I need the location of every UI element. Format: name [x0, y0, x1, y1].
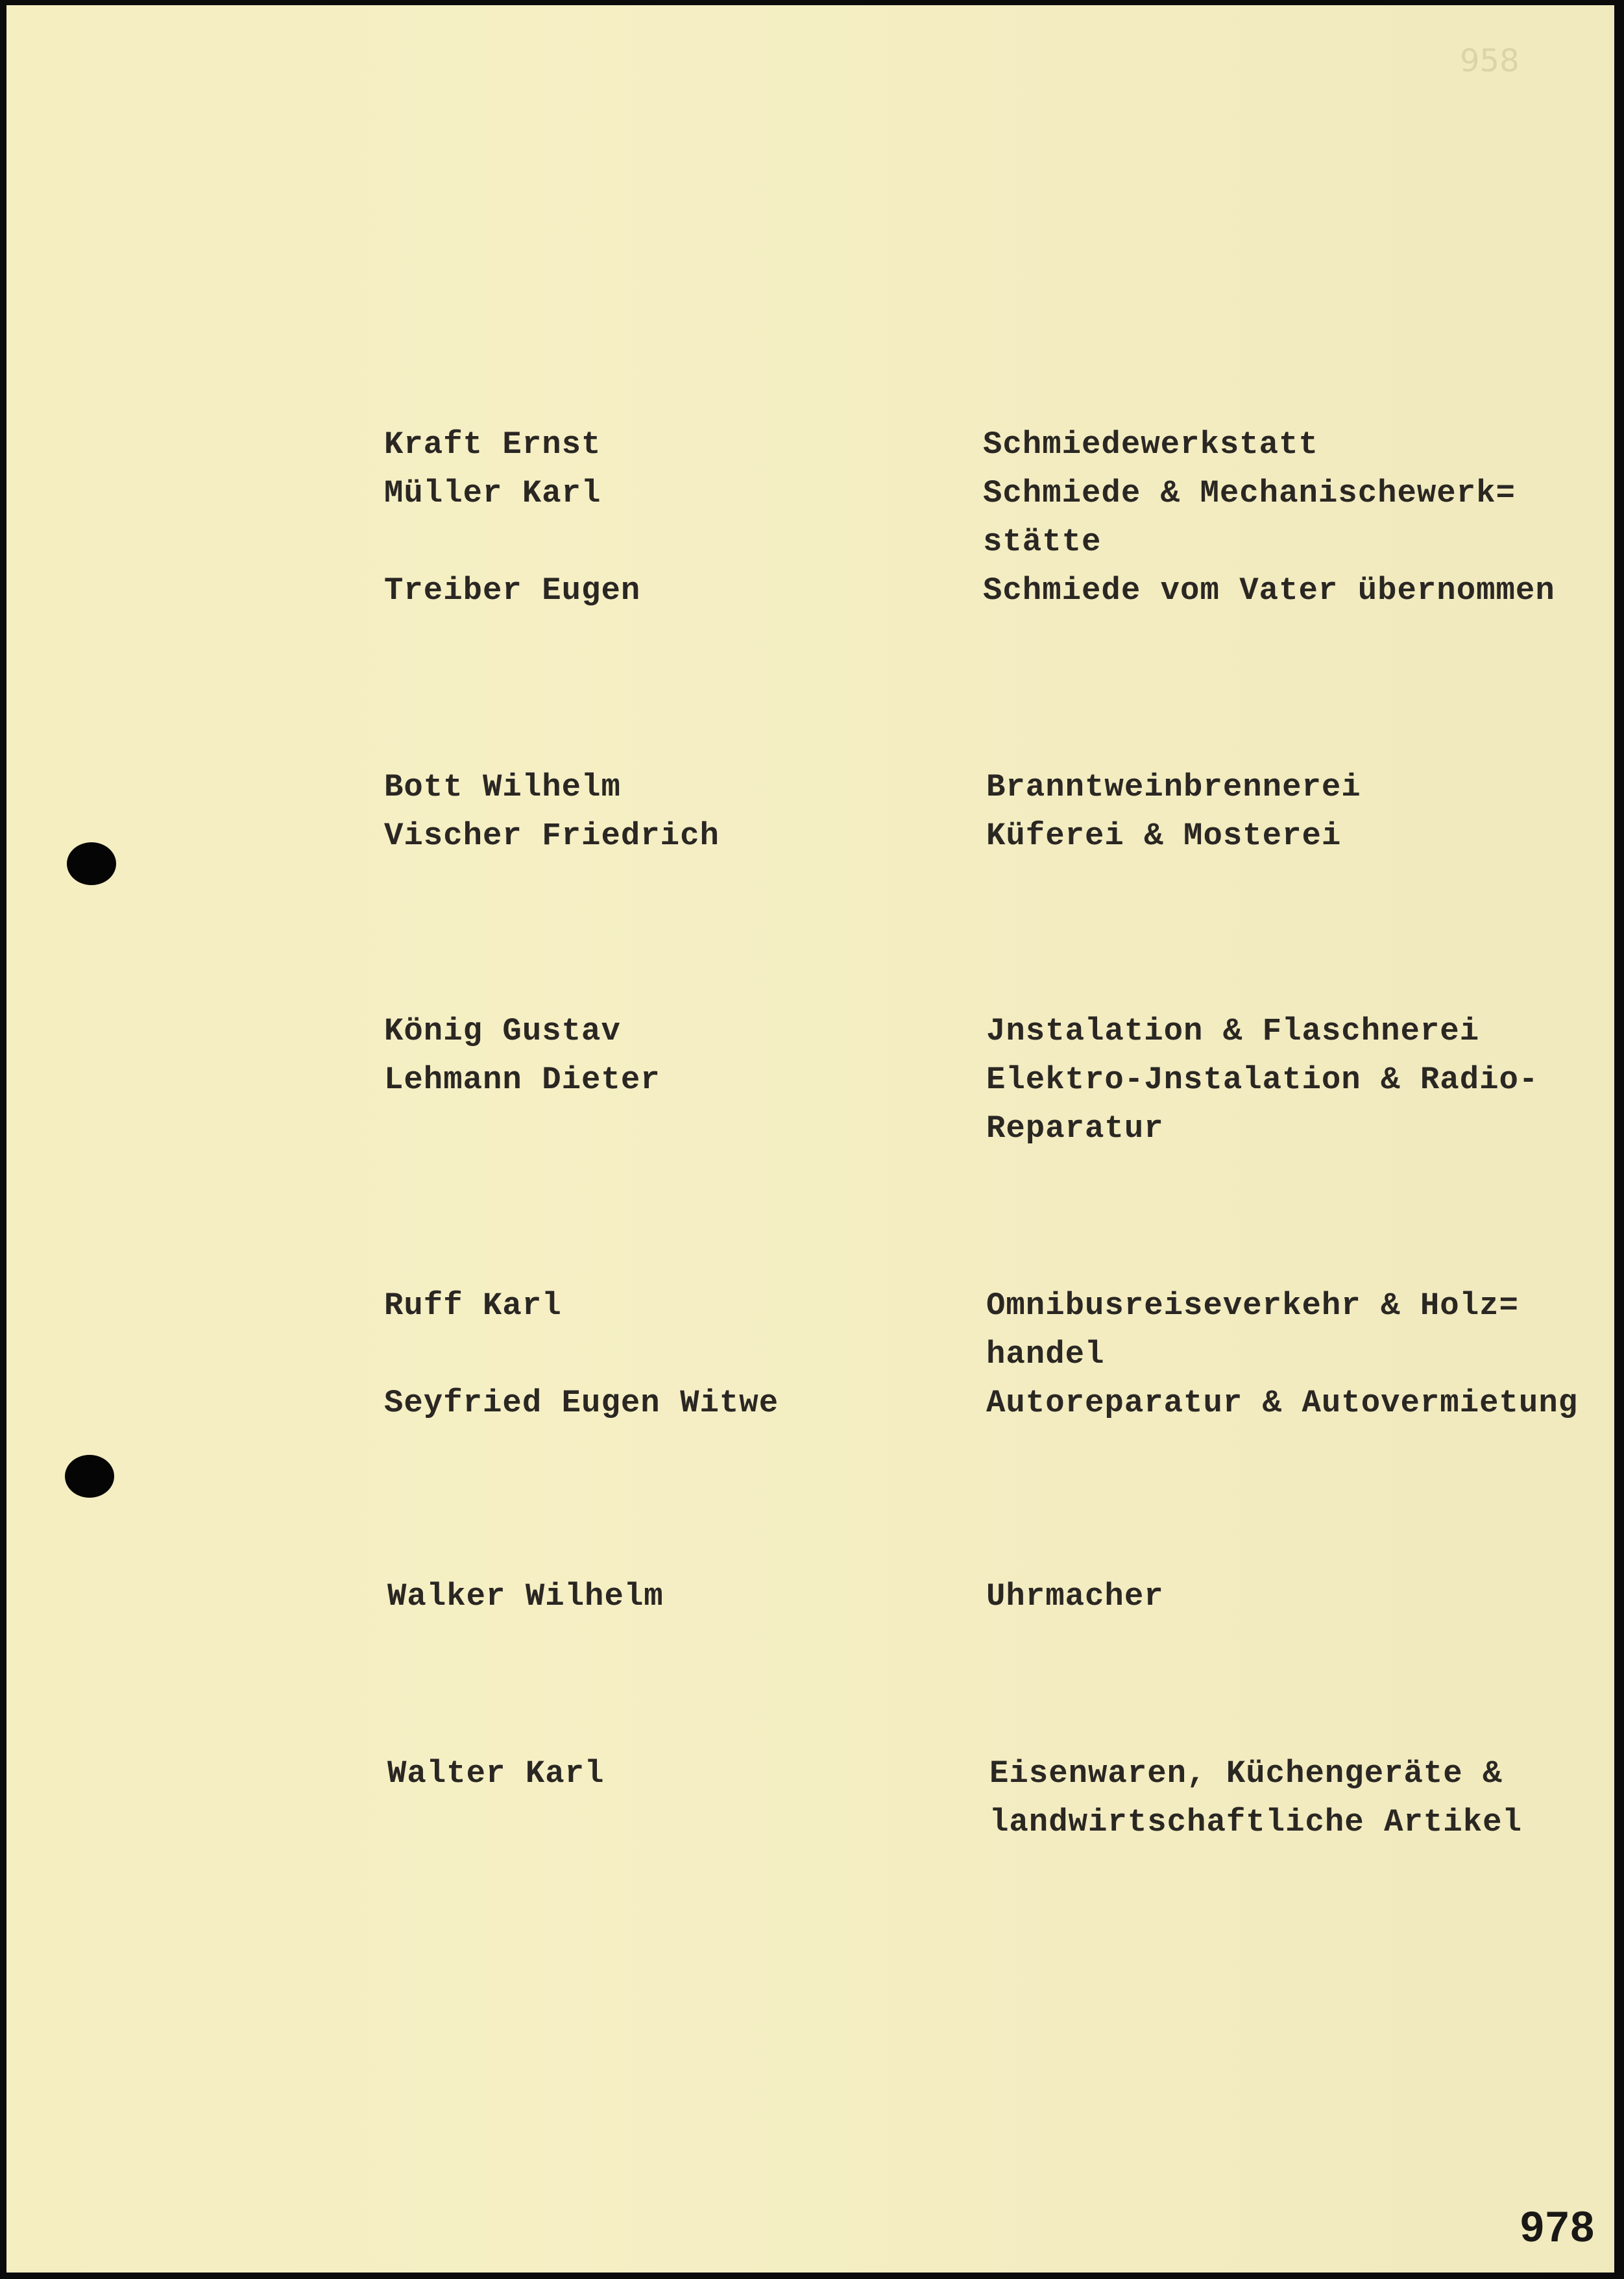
entry-trade: Omnibusreiseverkehr & Holz= [986, 1287, 1519, 1324]
entry-trade: Eisenwaren, Küchengeräte & [989, 1755, 1503, 1792]
entry-name: Lehmann Dieter [384, 1062, 661, 1098]
entry-trade-continued: landwirtschaftliche Artikel [989, 1804, 1522, 1840]
entry-name: Ruff Karl [384, 1287, 562, 1324]
entry-trade: Schmiede & Mechanischewerk= [983, 475, 1516, 511]
entry-trade-continued: handel [986, 1336, 1105, 1372]
entry-trade-continued: Reparatur [986, 1110, 1164, 1147]
entry-name: Seyfried Eugen Witwe [384, 1385, 779, 1421]
entry-name: Müller Karl [384, 475, 601, 511]
punch-hole [67, 842, 116, 885]
entry-trade: Uhrmacher [986, 1578, 1164, 1615]
pencil-page-mark: 958 [1460, 43, 1520, 79]
entry-trade-continued: stätte [983, 524, 1102, 560]
entry-trade: Autoreparatur & Autovermietung [986, 1385, 1579, 1421]
entry-name: Bott Wilhelm [384, 769, 621, 805]
entry-trade: Elektro-Jnstalation & Radio- [986, 1062, 1539, 1098]
page-number: 978 [1520, 2202, 1596, 2250]
entry-trade: Jnstalation & Flaschnerei [986, 1013, 1480, 1049]
entry-name: Kraft Ernst [384, 426, 601, 463]
entry-name: König Gustav [384, 1013, 621, 1049]
entry-trade: Schmiede vom Vater übernommen [983, 572, 1555, 609]
entry-name: Treiber Eugen [384, 572, 641, 609]
entry-trade: Küferei & Mosterei [986, 818, 1342, 854]
document-page [6, 5, 1614, 2273]
entry-name: Walker Wilhelm [387, 1578, 664, 1615]
punch-hole [65, 1455, 114, 1498]
entry-trade: Schmiedewerkstatt [983, 426, 1318, 463]
entry-trade: Branntweinbrennerei [986, 769, 1361, 805]
entry-name: Walter Karl [387, 1755, 605, 1792]
entry-name: Vischer Friedrich [384, 818, 720, 854]
